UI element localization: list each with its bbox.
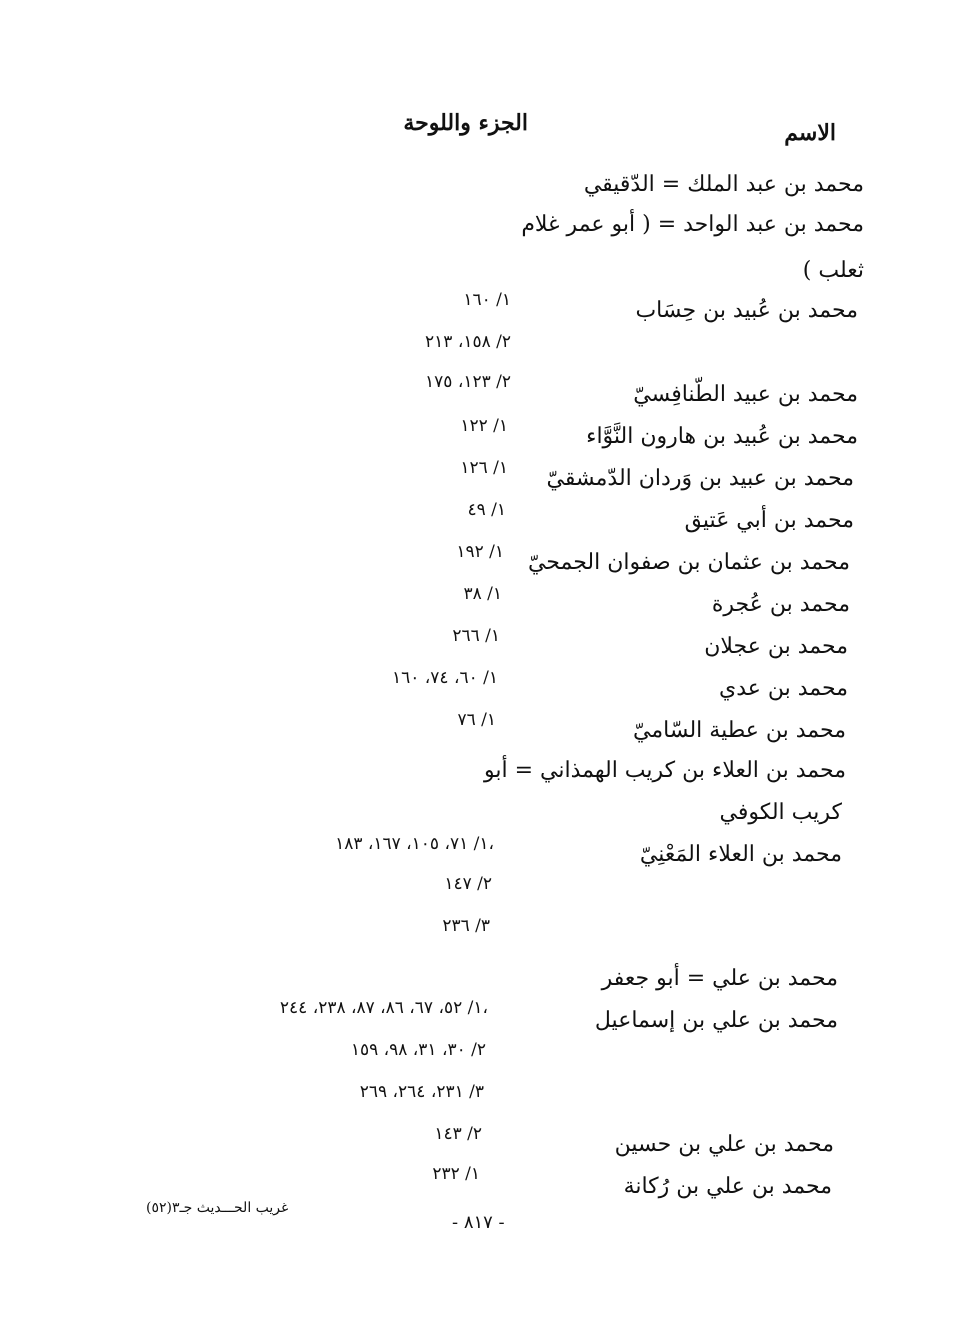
column-header-name: الاسم [784, 120, 836, 146]
entry-ref: ٢/ ٣٠، ٣١، ٩٨، ١٥٩ [350, 1040, 486, 1060]
entry-name: محمد بن عبيد الطّنافِسيّ [633, 382, 858, 407]
entry-name: محمد بن عُبيد بن حِسَاب [635, 298, 858, 323]
entry-ref: ١/ ٦٠، ٧٤، ١٦٠ [392, 668, 498, 688]
entry-name: محمد بن عبد الملك = الدّقيقي [583, 172, 864, 197]
entry-ref: ١/ ٥٢، ٦٧، ٨٦، ٨٧، ٢٣٨، ٢٤٤، [279, 998, 488, 1018]
entry-ref: ١/ ٧٦ [457, 710, 496, 730]
entry-ref: ٢/ ١٥٨، ٢١٣ [425, 332, 511, 352]
entry-ref: ١/ ١٢٦ [460, 458, 508, 478]
entry-name: محمد بن علي بن إسماعيل [594, 1008, 838, 1033]
page-number: - ٨١٧ - [452, 1212, 505, 1233]
entry-name: محمد بن علي بن رُكانة [623, 1174, 832, 1199]
entry-ref: ١/ ١٩٢ [456, 542, 504, 562]
entry-name: محمد بن أبي عَتيق [684, 508, 854, 533]
entry-ref: ١/ ١٦٠ [463, 290, 511, 310]
entry-name: محمد بن عطية السّاميّ [633, 718, 846, 743]
entry-name: محمد بن عبد الواحد = ( أبو عمر غلام [521, 212, 864, 237]
entry-ref: ٣/ ٢٣١، ٢٦٤، ٢٦٩ [359, 1082, 484, 1102]
entry-ref: ٢/ ١٢٣، ١٧٥ [425, 372, 511, 392]
entry-ref: ١/ ١٢٢ [460, 416, 508, 436]
entry-name: محمد بن عُجرة [711, 592, 850, 617]
entry-name: محمد بن عثمان بن صفوان الجمحيّ [527, 550, 850, 575]
entry-name: ثعلب ) [802, 258, 864, 283]
entry-name: محمد بن علي = أبو جعفر [601, 966, 838, 991]
entry-ref: ١/ ٣٨ [463, 584, 502, 604]
entry-ref: ١/ ٤٩ [467, 500, 506, 520]
entry-ref: ٢/ ١٤٣ [434, 1124, 482, 1144]
entry-name: كريب الكوفي [719, 800, 842, 825]
entry-name: محمد بن العلاء المَعْنِيّ [639, 842, 842, 867]
column-header-part-plate: الجزء واللوحة [403, 110, 528, 136]
entry-name: محمد بن عدي [718, 676, 848, 701]
entry-name: محمد بن عُبيد بن هارون النَّوَّاء [586, 424, 858, 449]
entry-ref: ٢/ ١٤٧ [444, 874, 492, 894]
entry-name: محمد بن عبيد بن وَردان الدّمشقيّ [546, 466, 854, 491]
book-reference: غريب الحـــديث جـ٣(٥٢) [146, 1200, 289, 1216]
entry-ref: ١/ ٧١، ١٠٥، ١٦٧، ١٨٣، [335, 834, 494, 854]
entry-ref: ٣/ ٢٣٦ [442, 916, 490, 936]
entry-ref: ١/ ٢٣٢ [432, 1164, 480, 1184]
entry-ref: ١/ ٢٦٦ [452, 626, 500, 646]
entry-name: محمد بن عجلان [704, 634, 848, 659]
entry-name: محمد بن العلاء بن كريب الهمذاني = أبو [483, 758, 846, 783]
entry-name: محمد بن علي بن حسين [614, 1132, 834, 1157]
